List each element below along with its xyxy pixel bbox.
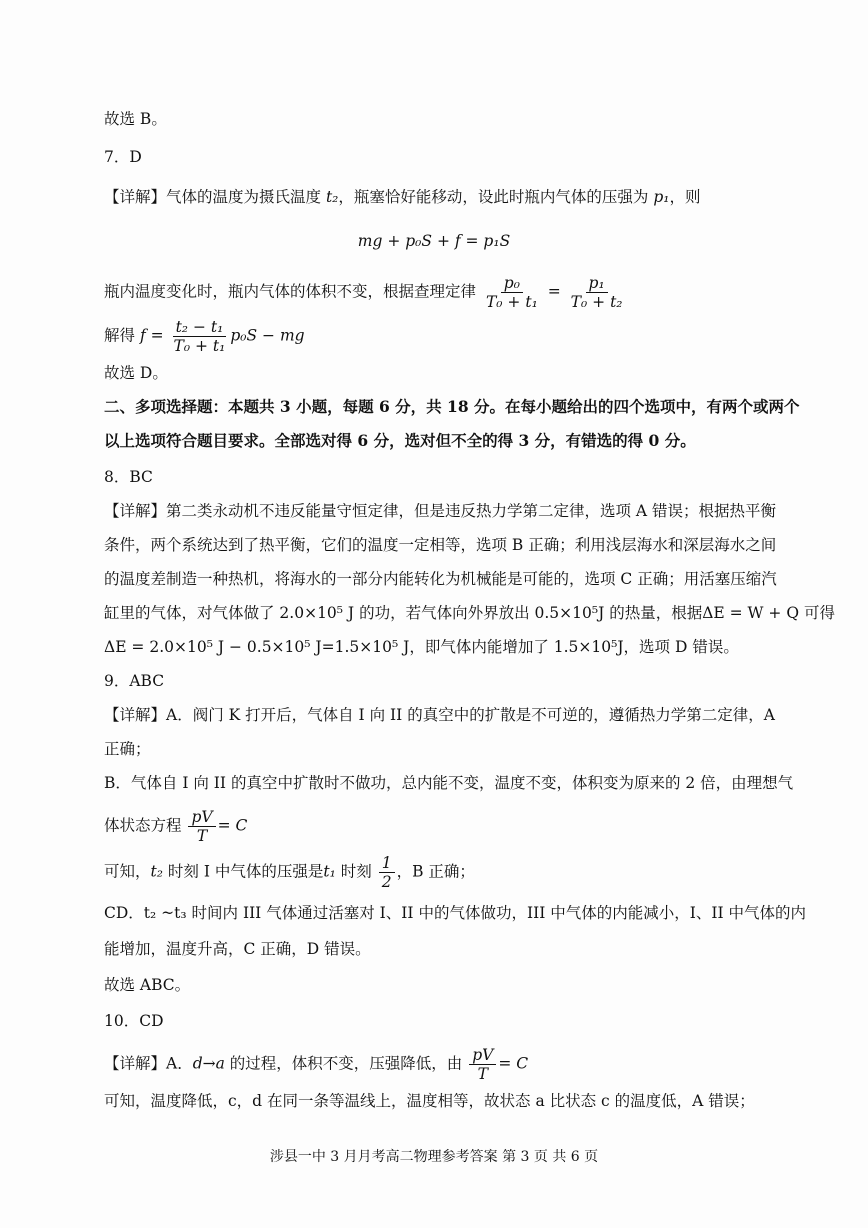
- question-8-answer: 8．BC: [104, 468, 153, 486]
- text-line: 【详解】第二类永动机不违反能量守恒定律，但是违反热力学第二定律，选项 A 错误；根据热平衡: [104, 502, 777, 520]
- text-line: 可知，t₂ 时刻 I 中气体的压强是t₁ 时刻 $\frac{1}{2}$ ，B 正确；: [104, 854, 475, 891]
- text-line: 故选 D。: [104, 364, 168, 382]
- fraction: $\frac{\text{p₀}}{\text{T₀ + t₁}}$: [485, 274, 538, 311]
- text-line: ΔE = 2.0×10⁵ J − 0.5×10⁵ J=1.5×10⁵ J，即气体内能增加了 1.5×10⁵J，选项 D 错误。: [104, 638, 739, 656]
- fraction: $\frac{pV}{T}$: [469, 1046, 496, 1083]
- text-line: 缸里的气体，对气体做了 2.0×10⁵ J 的功，若气体向外界放出 0.5×10⁵J 的热量，根据ΔE = W + Q 可得: [104, 604, 835, 622]
- text-line: 【详解】A．阀门 K 打开后，气体自 I 向 II 的真空中的扩散是不可逆的，遵循热力学第二定律，A: [104, 706, 775, 724]
- fraction: $\frac{\text{t₂ − t₁}}{\text{T₀ + t₁}}$: [173, 318, 226, 355]
- text-line: 【详解】气体的温度为摄氏温度 t₂，瓶塞恰好能移动，设此时瓶内气体的压强为 p₁，则: [104, 188, 701, 206]
- text-line: 能增加，温度升高，C 正确，D 错误。: [104, 940, 371, 958]
- text-line: CD．t₂ ~t₃ 时间内 III 气体通过活塞对 I、II 中的气体做功，III 中气体的内能减小，I、II 中气体的内: [104, 904, 807, 922]
- text-line: 可知，温度降低，c，d 在同一条等温线上，温度相等，故状态 a 比状态 c 的温度低，A 错误；: [104, 1092, 755, 1110]
- fraction: $\frac{\text{p₁}}{\text{T₀ + t₂}}$: [570, 274, 623, 311]
- text-line: 的温度差制造一种热机，将海水的一部分内能转化为机械能是可能的，选项 C 正确；用活塞压缩汽: [104, 570, 777, 588]
- equation: mg + p₀S + f = p₁S: [357, 232, 511, 250]
- text-line: 正确；: [104, 740, 151, 758]
- text-line: 瓶内温度变化时，瓶内气体的体积不变，根据查理定律 $\frac{\text{p₀}}{\text{T₀ + t₁}}$ = $\frac{\text{p₁}}{\text{T₀ + t₂}}$: [104, 274, 628, 311]
- section-heading: 以上选项符合题目要求。全部选对得 6 分，选对但不全的得 3 分，有错选的得 0 分。: [104, 431, 696, 450]
- question-9-answer: 9．ABC: [104, 672, 165, 690]
- fraction: $\frac{pV}{T}$: [188, 808, 215, 845]
- text-line: 解得 f = $\frac{\text{t₂ − t₁}}{\text{T₀ + t₁}}$ p₀S − mg: [104, 318, 305, 355]
- section-heading: 二、多项选择题：本题共 3 小题，每题 6 分，共 18 分。在每小题给出的四个选项中，有两个或两个: [104, 397, 800, 416]
- text-line: 故选 ABC。: [104, 976, 191, 994]
- text-line: 体状态方程 $\frac{pV}{T}$ = C: [104, 808, 248, 845]
- question-10-answer: 10．CD: [104, 1012, 164, 1030]
- question-7-answer: 7．D: [104, 148, 142, 166]
- page-footer: 涉县一中 3 月月考高二物理参考答案 第 3 页 共 6 页: [269, 1149, 599, 1165]
- text-line: 条件，两个系统达到了热平衡，它们的温度一定相等，选项 B 正确；利用浅层海水和深层海水之间: [104, 536, 777, 554]
- text-line: 【详解】A．d→a 的过程，体积不变，压强降低，由 $\frac{pV}{T}$ = C: [104, 1046, 529, 1083]
- fraction: $\frac{1}{2}$: [379, 854, 395, 891]
- text-line: B．气体自 I 向 II 的真空中扩散时不做功，总内能不变，温度不变，体积变为原来的 2 倍，由理想气: [104, 774, 794, 792]
- text-line: 故选 B。: [104, 110, 167, 128]
